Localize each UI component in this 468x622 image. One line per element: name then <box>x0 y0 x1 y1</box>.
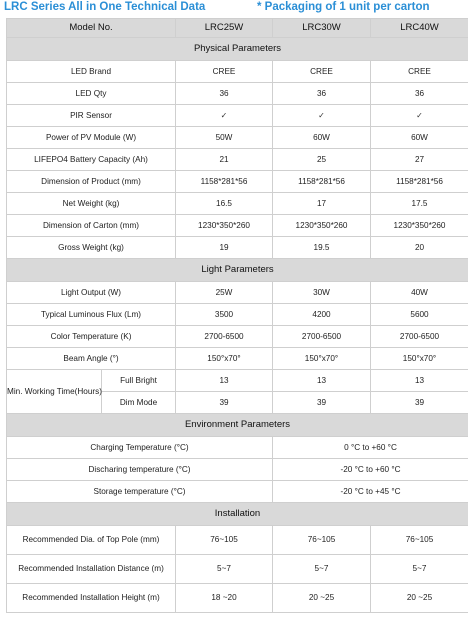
row-label: Recommended Installation Distance (m) <box>7 555 176 584</box>
table-row <box>7 348 468 370</box>
table-row <box>7 326 468 348</box>
cell-value: 39 <box>176 392 273 414</box>
cell-value: CREE <box>371 61 468 83</box>
table-row <box>7 171 468 193</box>
table-row <box>7 83 468 105</box>
cell-value: 1230*350*260 <box>371 215 468 237</box>
row-label: PIR Sensor <box>7 105 176 127</box>
cell-value: 36 <box>371 83 468 105</box>
cell-value: 25W <box>176 282 273 304</box>
cell-value: 150°x70° <box>176 348 273 370</box>
table-header-row <box>7 19 468 38</box>
table-row <box>7 526 468 555</box>
cell-value: 13 <box>273 370 371 392</box>
table-row <box>7 584 468 613</box>
section-light <box>7 259 468 282</box>
cell-value: 50W <box>176 127 273 149</box>
cell-value: -20 °C to +60 °C <box>273 459 468 481</box>
cell-value: -20 °C to +45 °C <box>273 481 468 503</box>
packaging-note: * Packaging of 1 unit per carton <box>257 1 430 13</box>
section-title: Light Parameters <box>7 259 468 282</box>
cell-value: 30W <box>273 282 371 304</box>
row-label: Charging Temperature (°C) <box>7 437 273 459</box>
cell-value: 17 <box>273 193 371 215</box>
section-physical <box>7 38 468 61</box>
cell-value: 18 ~20 <box>176 584 273 613</box>
table-row <box>7 437 468 459</box>
cell-value: 1230*350*260 <box>176 215 273 237</box>
row-label: Color Temperature (K) <box>7 326 176 348</box>
cell-value: 36 <box>273 83 371 105</box>
cell-value: 1158*281*56 <box>371 171 468 193</box>
cell-value: 20 <box>371 237 468 259</box>
cell-value: 36 <box>176 83 273 105</box>
cell-value: 1158*281*56 <box>176 171 273 193</box>
cell-value: 76~105 <box>176 526 273 555</box>
row-label: Net Weight (kg) <box>7 193 176 215</box>
cell-value: 25 <box>273 149 371 171</box>
table-row <box>7 481 468 503</box>
section-title: Installation <box>7 503 468 526</box>
section-installation <box>7 503 468 526</box>
row-label: LED Brand <box>7 61 176 83</box>
row-label: Beam Angle (°) <box>7 348 176 370</box>
cell-value: 2700-6500 <box>273 326 371 348</box>
cell-value: 16.5 <box>176 193 273 215</box>
row-label: Dimension of Product (mm) <box>7 171 176 193</box>
row-sublabel: Dim Mode <box>102 392 176 414</box>
row-label: Light Output (W) <box>7 282 176 304</box>
table-row <box>7 149 468 171</box>
cell-value: 20 ~25 <box>273 584 371 613</box>
table-row <box>7 127 468 149</box>
cell-value: 5600 <box>371 304 468 326</box>
section-title: Environment Parameters <box>7 414 468 437</box>
cell-value: 76~105 <box>371 526 468 555</box>
table-row <box>7 282 468 304</box>
cell-value: 19 <box>176 237 273 259</box>
section-environment <box>7 414 468 437</box>
row-label: Gross Weight (kg) <box>7 237 176 259</box>
table-row <box>7 304 468 326</box>
cell-value: 0 °C to +60 °C <box>273 437 468 459</box>
cell-value: 5~7 <box>176 555 273 584</box>
cell-value: 2700-6500 <box>371 326 468 348</box>
technical-data-table <box>6 18 468 613</box>
cell-value: 60W <box>273 127 371 149</box>
cell-value: 60W <box>371 127 468 149</box>
header-model-1: LRC25W <box>176 19 273 38</box>
cell-value: 76~105 <box>273 526 371 555</box>
cell-value: 13 <box>176 370 273 392</box>
table-row <box>7 215 468 237</box>
cell-value: 17.5 <box>371 193 468 215</box>
checkmark-icon: ✓ <box>273 105 371 127</box>
cell-value: CREE <box>176 61 273 83</box>
row-label: LED Qty <box>7 83 176 105</box>
table-row <box>7 61 468 83</box>
cell-value: 13 <box>371 370 468 392</box>
cell-value: 27 <box>371 149 468 171</box>
cell-value: 4200 <box>273 304 371 326</box>
cell-value: 39 <box>371 392 468 414</box>
row-label: Discharing temperature (°C) <box>7 459 273 481</box>
cell-value: 2700-6500 <box>176 326 273 348</box>
row-label: LIFEPO4 Battery Capacity (Ah) <box>7 149 176 171</box>
cell-value: 150°x70° <box>371 348 468 370</box>
checkmark-icon: ✓ <box>371 105 468 127</box>
working-time-label: Min. Working Time(Hours) <box>7 370 102 414</box>
document-title: LRC Series All in One Technical Data <box>4 1 206 13</box>
table-row <box>7 555 468 584</box>
header-model: Model No. <box>7 19 176 38</box>
cell-value: 20 ~25 <box>371 584 468 613</box>
cell-value: 40W <box>371 282 468 304</box>
cell-value: 5~7 <box>273 555 371 584</box>
cell-value: 19.5 <box>273 237 371 259</box>
cell-value: 1158*281*56 <box>273 171 371 193</box>
table-row <box>7 105 468 127</box>
cell-value: 1230*350*260 <box>273 215 371 237</box>
cell-value: 5~7 <box>371 555 468 584</box>
table-row <box>7 370 468 392</box>
cell-value: 150°x70° <box>273 348 371 370</box>
row-label: Recommended Dia. of Top Pole (mm) <box>7 526 176 555</box>
cell-value: 21 <box>176 149 273 171</box>
table-row <box>7 193 468 215</box>
row-sublabel: Full Bright <box>102 370 176 392</box>
header-model-2: LRC30W <box>273 19 371 38</box>
document-title-row <box>0 0 468 16</box>
checkmark-icon: ✓ <box>176 105 273 127</box>
cell-value: 3500 <box>176 304 273 326</box>
section-title: Physical Parameters <box>7 38 468 61</box>
table-row <box>7 237 468 259</box>
row-label: Storage temperature (°C) <box>7 481 273 503</box>
header-model-3: LRC40W <box>371 19 468 38</box>
row-label: Power of PV Module (W) <box>7 127 176 149</box>
row-label: Recommended Installation Height (m) <box>7 584 176 613</box>
row-label: Typical Luminous Flux (Lm) <box>7 304 176 326</box>
cell-value: CREE <box>273 61 371 83</box>
table-row <box>7 459 468 481</box>
cell-value: 39 <box>273 392 371 414</box>
row-label: Dimension of Carton (mm) <box>7 215 176 237</box>
